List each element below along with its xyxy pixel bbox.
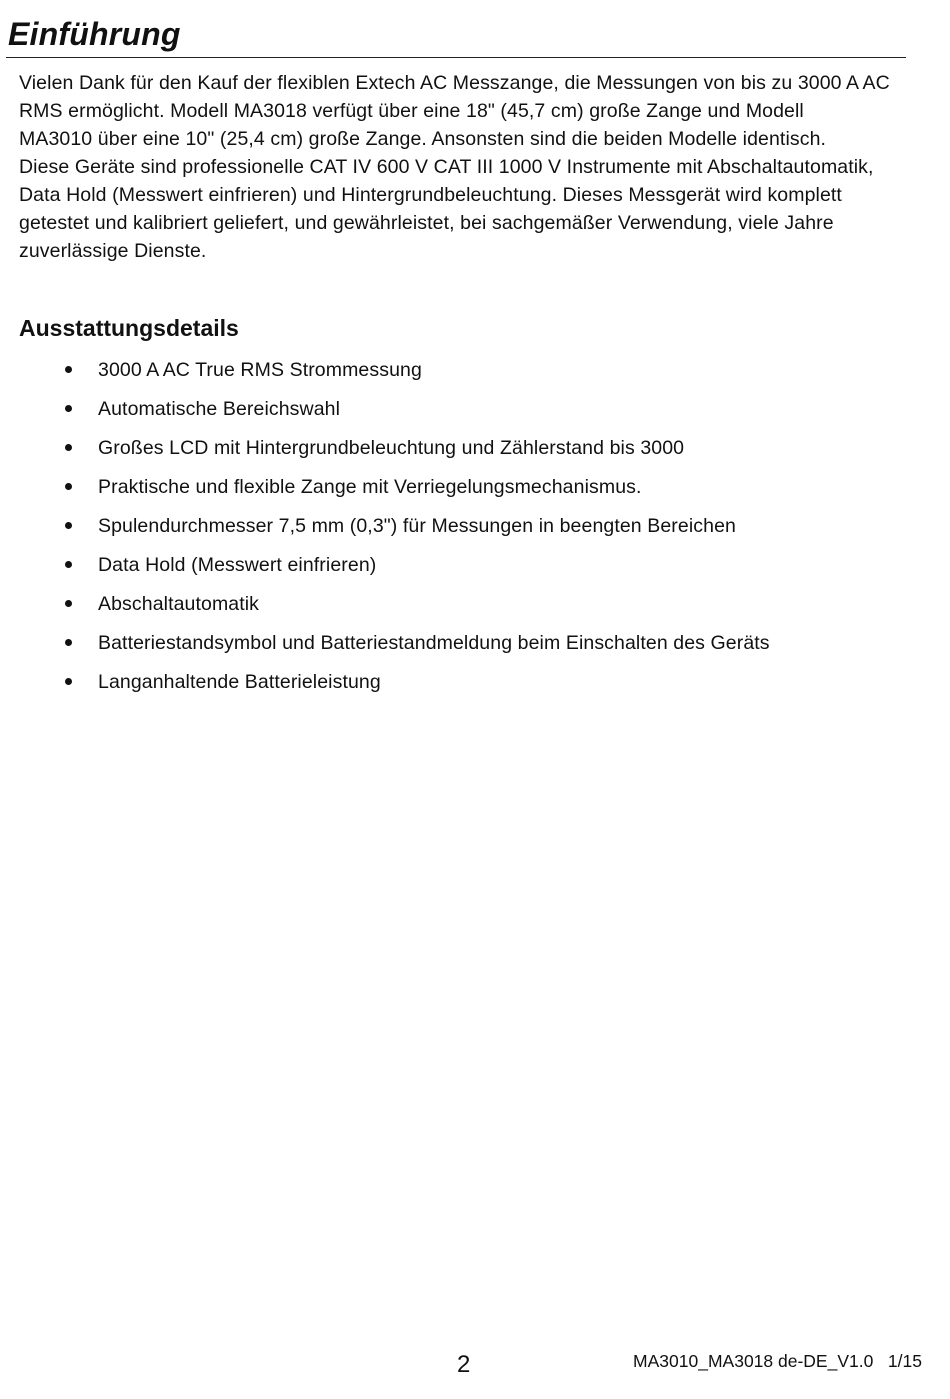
list-item xyxy=(0,355,950,394)
intro-paragraph: Vielen Dank für den Kauf der flexiblen Extech AC Messzange, die Messungen von bis zu 3000 A AC RMS ermöglicht. Modell MA3018 verfügt über eine 18" (45,7 cm) große Zange und Modell MA3010 über eine 10" (25,4 cm) große Zange. Ansonsten sind die beiden Modelle identisch. Diese Geräte sind professionelle CAT IV 600 V CAT III 1000 V Instrumente mit Abschaltautomatik, Data Hold (Messwert einfrieren) und Hintergrundbeleuchtung. Dieses Messgerät wird komplett getestet und kalibriert geliefert, und gewährleistet, bei sachgemäßer Verwendung, viele Jahre zuverlässige Dienste. xyxy=(19,72,890,262)
feature-text: Langanhaltende Batterieleistung xyxy=(98,671,381,693)
feature-text: Batteriestandsymbol und Batteriestandmeldung beim Einschalten des Geräts xyxy=(98,632,770,654)
bullet-icon xyxy=(65,483,72,490)
bullet-icon xyxy=(65,600,72,607)
feature-text: Großes LCD mit Hintergrundbeleuchtung und Zählerstand bis 3000 xyxy=(98,437,685,459)
features-list xyxy=(0,355,950,706)
list-item xyxy=(0,511,950,550)
title-divider xyxy=(6,57,906,58)
feature-text: Spulendurchmesser 7,5 mm (0,3") für Messungen in beengten Bereichen xyxy=(98,515,736,537)
bullet-icon xyxy=(65,561,72,568)
feature-text: Abschaltautomatik xyxy=(98,593,260,615)
bullet-icon xyxy=(65,444,72,451)
bullet-icon xyxy=(65,405,72,412)
list-item xyxy=(0,667,950,706)
document-id: MA3010_MA3018 de-DE_V1.0 1/15 xyxy=(633,1351,922,1371)
page-title: Einführung xyxy=(8,16,181,52)
list-item xyxy=(0,550,950,589)
list-item xyxy=(0,394,950,433)
list-item xyxy=(0,589,950,628)
page-number: 2 xyxy=(457,1351,471,1378)
bullet-icon xyxy=(65,522,72,529)
list-item xyxy=(0,472,950,511)
bullet-icon xyxy=(65,639,72,646)
list-item xyxy=(0,628,950,667)
feature-text: Automatische Bereichswahl xyxy=(98,398,341,420)
feature-text: 3000 A AC True RMS Strommessung xyxy=(98,359,422,381)
list-item xyxy=(0,433,950,472)
bullet-icon xyxy=(65,678,72,685)
features-heading: Ausstattungsdetails xyxy=(19,315,239,341)
feature-text: Data Hold (Messwert einfrieren) xyxy=(98,554,377,576)
bullet-icon xyxy=(65,366,72,373)
feature-text: Praktische und flexible Zange mit Verriegelungsmechanismus. xyxy=(98,476,642,498)
